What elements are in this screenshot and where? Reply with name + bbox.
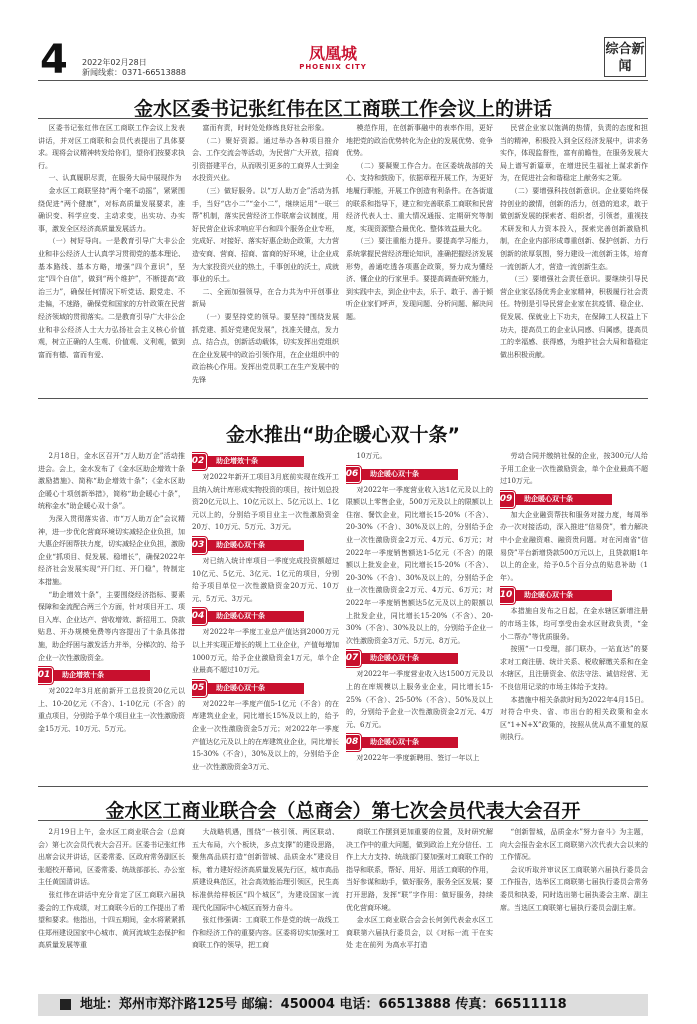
issue-date: 2022年02月28日 (82, 58, 147, 67)
paragraph: （二）要凝聚工作合力。在区委统战部的关心、支持和鼓励下，依据章程开展工作，为更好地履行职能，开展工作创造有利条件。在各街道的联系和指导下，建立和完善联系工商联和民营经济代表人士、重大情况通报、定期研究等制度，实现资源整合最优化、整体效益最大化。 (346, 161, 493, 233)
paragraph: 对已纳入统计库项目一季度完成投资额超过10亿元、5亿元、3亿元、1亿元的项目，分别给予项目单位一次性激励资金20万元、10万元、5万元、3万元。 (192, 556, 339, 603)
article3-column-1 (38, 826, 185, 988)
article2-title (38, 420, 648, 447)
section-tag-04: 04 助企暖心双十条 (192, 611, 304, 622)
divider (38, 398, 648, 399)
article2-column-4 (500, 450, 648, 780)
paragraph: （三）做好服务。以“万人助万企”活动为抓手，当好“店小二”“金小二”，继续运用“一联三帮”机制，落实民营经济工作联席会议制度，用好民营企业诉求响应平台和四个服务企业专班，完成好、对接好、落实好惠企助企政策，大力营造安商、营商、招商、富商的好环境，让企业成为大家投资兴业的热土，千事创业的沃土，成就事业的乐土。 (192, 186, 339, 284)
footer-bar (38, 994, 648, 1016)
masthead (0, 0, 697, 83)
tag-label: 助企暖心双十条 (370, 469, 419, 478)
paragraph: 对2022年一季度营业收入达1500万元及以上的在库规模以上服务业企业，同比增长15-25%（不含）、25-50%（不含）、50%及以上的，分别给予企业一次性激励资金2万元、4万元、6万元。 (346, 670, 493, 729)
tag-label: 助企暖心双十条 (524, 494, 573, 503)
divider (38, 80, 648, 81)
paragraph: 会议听取并审议区工商联第六届执行委员会工作报告，选举区工商联第七届执行委员会常务委员和执委，同时选出第七届执委会主席、副主席。当选区工商联第七届执行委员会副主席。 (500, 865, 648, 912)
tag-label: 助企暖心双十条 (524, 591, 573, 600)
tag-label: 助企暖心双十条 (370, 654, 419, 663)
paragraph: “助企增效十条”，主要围绕经济指标、要素保障和金流配合两三个方面，针对项目开工、项目入库、企业达产、营收增效、新招用工、贷款贴息、开办规模免费等内容提出了十条具体措施，助企纾困与激发活力并举，分梯次的、给予企业一次性激励资金。 (38, 590, 185, 662)
tag-label: 助企暖心双十条 (370, 738, 419, 747)
section-tag-09: 09 助企暖心双十条 (500, 494, 612, 505)
paragraph: （三）要注重能力提升。要提高学习能力，系统掌握民营经济理论知识，准确把握经济发展形势，善通吃透各项惠企政策，努力成为懂经济、懂企业的行家里手。要提高调查研究能力，到实践中去，到企业中去，乐于、敢于、善于倾听企业家们呼声，发现问题、分析问题、解决问题。 (346, 237, 493, 321)
article3-column-2 (192, 826, 339, 988)
tag-label: 助企暖心双十条 (216, 612, 265, 621)
article3-column-4 (500, 826, 648, 988)
footer-contact: 地址：郑州市郑汴路125号 邮编：450004 电话：66513888 传真：66511118 (80, 997, 567, 1012)
article3-column-3 (346, 826, 493, 988)
paragraph: 对2022年3月底前新开工总投资20亿元以上、10-20亿元（不含）、1-10亿元（不含）的重点项目，分别给予单个项目业主一次性激励资金15万元、10万元、5万元。 (38, 687, 185, 733)
news-hotline: 新闻线索：0371-66513888 (82, 68, 186, 77)
article1-title: 金水区委书记张红伟在区工商联工作会议上的讲话 (133, 98, 552, 120)
paragraph: 二、全面加强领导，在合力共为中开创事业新局 (192, 287, 339, 309)
section-tag-08: 08 助企暖心双十条 (346, 737, 458, 748)
tag-label: 助企增效十条 (216, 457, 258, 465)
logo-cn: 凤凰城 (308, 44, 357, 63)
paragraph: 对2022年一季度新聘用、签订一年以上 (356, 754, 480, 763)
page-number: 4 (40, 37, 68, 83)
square-bullet-icon (60, 999, 71, 1010)
paragraph: 加大企业融资帮扶和服务对接力度，每周举办一次对接活动，深入推进“信易贷”，着力解决中小企业融资难、融资贵问题。对在河南省“信易贷”平台新增贷款500万元以上，且贷款期1年以上的企业，给予0.5个百分点的贴息补助（1年）。 (500, 510, 648, 582)
paragraph: 商联工作摆到更加重要的位置，及时研究解决工作中的重大问题，做到政治上充分信任、工作上大力支持、统战部门要加强对工商联工作的指导和联系，帮好、用好、用活工商联的作用，当好参谋和助手，做好服务，服务全区发展；要打开思路，发挥“联”字作用：做好服务，持续优化营商环境。 (346, 828, 493, 912)
logo-en: PHOENIX CITY (299, 63, 367, 71)
section-tag-01: 01 助企增效十条 (38, 670, 150, 681)
paragraph: 张红伟强调：工商联工作是党的统一战线工作和经济工作的重要内容。区委将切实加强对工商联工作的领导，把工商 (192, 916, 339, 950)
paragraph: 本措施自发布之日起，在金水辖区新增注册的市场主体，均可享受由金水区财政负责，“金小二帮办”等优质服务。 (500, 607, 648, 641)
divider (38, 820, 648, 821)
paragraph: 对2022年一季度产值5-1亿元（不含）的在库建筑业企业，同比增长15%及以上的，给予企业一次性激励资金5万元；对2022年一季度产值达亿元及以上的在库建筑业企业，同比增长15-30%（不含），30%及以上的，分别给予企业一次性激励资金3万元、 (192, 699, 339, 771)
paragraph: 对2022年新开工项目3月底前实现在线开工且纳入统计库形成实物投资的项目，按计划总投资20亿元以上、10亿元以上、5亿元以上、1亿元以上的，分别给予项目业主一次性激励资金20万、10万元、5万元、3万元。 (192, 473, 339, 532)
section-tag-06: 06 助企暖心双十条 (346, 469, 458, 480)
divider (38, 786, 648, 787)
paragraph: （一）要坚持党的领导。要坚持“围绕发展抓党建、抓好党建促发展”，找准关键点，发力点、结合点，创新活动载体，切实发挥出党组织在企业发展中的政治引领作用，在企业组织中的政治核心作用。发挥出党员职工在生产发展中的先锋 (192, 312, 339, 384)
header-info (82, 58, 186, 78)
article1-column-3 (346, 122, 493, 394)
section-tag-10: 10 助企暖心双十条 (500, 590, 612, 601)
paragraph: 劳动合同并缴纳社保的企业，按300元/人给予用工企业一次性激励资金，单个企业最高不超过10万元。 (500, 452, 648, 486)
tag-label: 助企暖心双十条 (216, 683, 265, 692)
article2-column-1 (38, 450, 185, 780)
article3-title: 金水区工商业联合会（总商会）第七次会员代表大会召开 (105, 800, 581, 822)
article2-title-text: 金水推出“助企暖心双十条” (226, 424, 460, 446)
paragraph: 按照“一口受理，部门联办，一站直达”的要求对工商注册、统计关系、税收解缴关系和在金水辖区，且注册资金、依法守法、诚信经营、无不良信用记录的市场主体给予支持。 (500, 645, 648, 691)
paragraph: 张红伟在讲话中充分肯定了区工商联六届执委会的工作成绩，对工商联今后的工作提出了希望和要求。他指出，十四五期间，金水将紧紧抓住郑州建设国家中心城市、黄河流域生态保护和高质量发展等重 (38, 890, 185, 950)
section-label: 综合新闻 (604, 37, 646, 77)
article1-column-4 (500, 122, 648, 394)
paragraph: （一）树好导向。一是教育引导广大非公企业和非公经济人士认真学习贯彻党的基本理论、基本路线、基本方略，增强“四个意识”，坚定“四个自信”，做到“两个维护”，不断提高“政治三力”，确保任何情况下听党话、跟党走、不走偏，不迷路，确保党和国家的方针政策在民营经济领域的贯彻落实。二是教育引导广大非公企业和非公经济人士大力弘扬社会主义核心价值观，树立正确的人生观、价值观、义利观，做到富而有德、富而有爱、 (38, 237, 185, 359)
paragraph: （二）要增强科技创新意识。企业要始终保持创业的激情，创新的活力，创造的追求，敢于做创新发展的探索者、组织者，引领者，重视技术研发和人力资本投入，探索完善创新激励机制，在企业内部形成尊重创新、保护创新、力行创新的浓厚氛围，努力建设一流创新主体，培育一流创新人才，营造一流创新生态。 (500, 186, 648, 271)
tag-label: 助企暖心双十条 (216, 540, 265, 549)
paragraph: 一、认真履职尽责，在服务大局中展现作为 (48, 174, 182, 183)
tag-label: 助企增效十条 (62, 671, 104, 680)
paragraph: 模范作用，在创新事融中的表率作用，更好地把党的政治优势转化为企业的发展优势、竞争优势。 (346, 124, 493, 158)
paragraph: 区委书记张红伟在区工商联工作会议上发表讲话，并对区工商联和会员代表提出了具体要求。现将会议精神转发给你们，望你们按要求执行。 (38, 124, 185, 170)
paragraph: 本措施中相关条款时间为2022年4月15日。对符合中央、省、市出台的相关政策和金水区“1+N+X”政策的，按照从优从高不重复的原则执行。 (500, 695, 648, 742)
paragraph: 富而有责，时时处处修炼良好社会形象。 (202, 124, 329, 132)
paragraph: （三）要增强社会责任意识。要继续引导民营企业家弘扬优秀企业家精神，积极履行社会责任。特别是引导民营企业家在抗疫情、稳企业、促发展、保就业上下功夫，在保障工人权益上下功夫，提高员工的企业认同感、归属感，提高员工的幸福感、获得感，为维护社会大局和谐稳定做出积极贡献。 (500, 275, 648, 359)
section-tag-02: 02 助企增效十条 (192, 456, 304, 467)
paragraph: “创新智城，品质金水”努力奋斗》为主题，向大会报告金水区工商联第六次代表大会以来的工作情况。 (500, 828, 648, 862)
paragraph: 对2022年一季度营业收入达1亿元及以上的限额以上零售企业，500万元及以上的限额以上住宿、餐饮企业，同比增长15-20%（不含）、20-30%（不含）、30%及以上的，分别给予企业一次性激励资金2万元、4万元、6万元；对2022年一季度销售额达1-5亿元（不含）的限额以上批发企业，同比增长15-20%（不含）、20-30%（不含）、30%及以上的，分别给予企业一次性激励资金2万元、4万元、6万元；对2022年一季度销售额达5亿元及以上的限额以上批发企业，同比增长15-20%（不含）、20-30%（不含）、30%及以上的，分别给予企业一次性激励资金3万元、5万元、8万元。 (346, 485, 493, 645)
paragraph: 民营企业家以饱满的热情，负责的态度和担当的精神，积极投入到全区经济发展中，讲求务实作，体现监督性，富有前瞻性，在服务发展大局上谱写新篇章，在增进民生福祉上谋求新作为，在促进社会和谐稳定上献务实之策。 (500, 124, 648, 183)
article2-column-3 (346, 450, 493, 780)
paragraph: 2月18日，金水区召开“万人助万企”活动推进会。会上，金水发布了《金水区助企增效十条激励措施》、简称“助企增效十条”；《金水区助企暖心十项创新举措》，简称“助企暖心十条”，统称金水“助企暖心双十条”。 (38, 452, 185, 511)
paragraph: 大战略机遇，围绕“一核引领、两区联动、五大布局，六个板块，多点支撑”的建设思路，聚焦高品质打造“创新智城、品质金水”建设目标，着力建好经济高质量发展先行区，城市高品质建设典范区，社会高效能治理引领区，民生高标准供给样板区“四个城区”，为建设国家一流现代化国际中心城区而努力奋斗。 (192, 828, 339, 912)
article1-column-1 (38, 122, 185, 394)
paragraph: （二）聚好资源。通过举办各种项目推介会、工作交流会等活动，为民营广大开放，招商引资搭建平台，从而吸引更多的工商界人士到金水投资兴业。 (192, 136, 339, 183)
paragraph: 对2022年一季度工业总产值达到2000万元以上并实现正增长的规上工业企业，产值每增加1000万元，给予企业激励资金1万元，单个企业最高不超过10万元。 (192, 628, 339, 675)
paragraph: 为深入贯彻落实省、市“万人助万企”会议精神，进一步优化营商环境切实减轻企业负担，加大惠企纾困帮扶力度，切实减轻企业负担，激励企业“抓项目、促发展、稳增长”，确保2022年经济社会发展实现“开门红、开门稳”，特制定本措施。 (38, 514, 185, 586)
article2-column-2 (192, 450, 339, 780)
paragraph: 金水区工商联坚持“两个毫不动摇”，紧紧围绕促进“两个健康”，对标高质量发展要求，准确识变、科学应变、主动求变，出实功、办实事，激发全区经济高质量发展活力。 (38, 186, 185, 233)
section-tag-05: 05 助企暖心双十条 (192, 683, 304, 694)
section-tag-07: 07 助企暖心双十条 (346, 653, 458, 664)
newspaper-logo (296, 45, 370, 71)
paragraph: 10万元。 (356, 452, 387, 460)
paragraph: 2月19日上午，金水区工商业联合会（总商会）第七次会员代表大会召开。区委书记张红伟出席会议并讲话，区委常委、区政府常务副区长张超校开幕词，区委常委、统战部部长、办公室主任黄国清讲话。 (38, 828, 185, 887)
paragraph: 金水区工商业联合会会长何剑代表金水区工商联第六届执行委员会，以《对标一流 干在实处 走在前列 为高水平打造 (346, 916, 493, 950)
divider (38, 118, 648, 119)
section-tag-03: 03 助企暖心双十条 (192, 540, 304, 551)
article1-column-2 (192, 122, 339, 394)
